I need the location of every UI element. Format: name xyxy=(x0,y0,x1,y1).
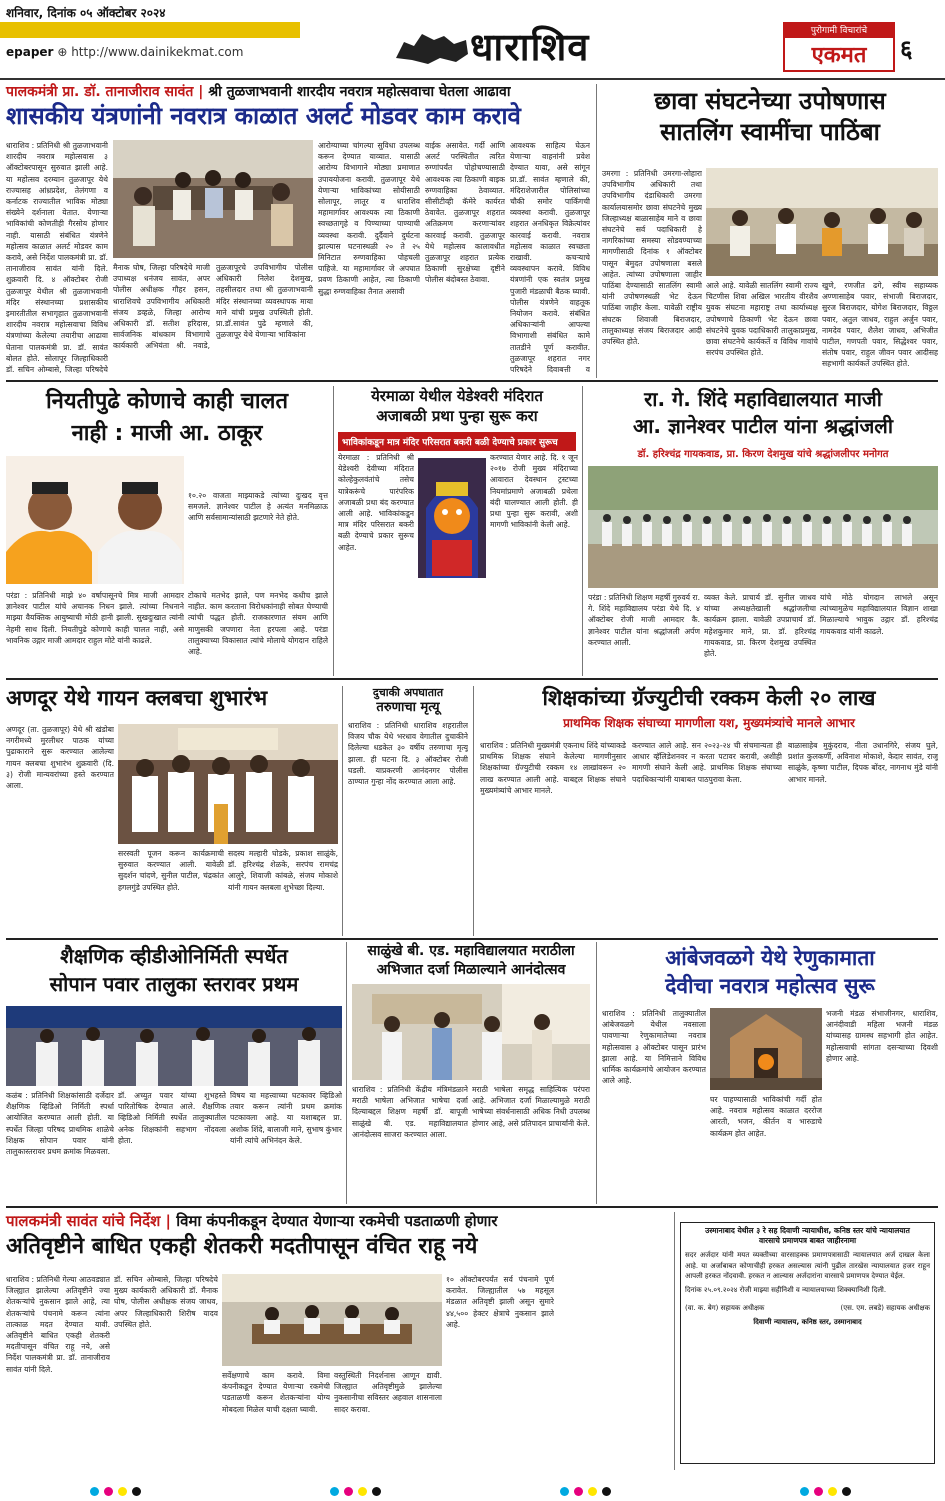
story7-kicker: दुचाकी अपघातात xyxy=(372,686,444,699)
story11-column-3: भजनी मंडळ संभाजीनगर, धाराशिव, आनंदीवाडी महिला भजनी मंडळ यांच्यासह ग्रामस्थ सहभागी होत आहेत. महोत्सवाची सांगता दसऱ्याच्या दिवशी होणार आहे. xyxy=(826,1009,938,1063)
story4-column-2: करण्यात येणार आहे. दि. १ जून २०१७ रोजी मुख्य मंदिराच्या आवारात देवस्थान ट्रस्टच्या नियमांप्रमाणे अजाबळी प्रथेला बंदी घालण्यात आली होती. ही प्रथा पुन्हा सुरू करावी, अशी मागणी भाविकांनी केली आहे. xyxy=(490,453,578,530)
notice-court: दिवाणी न्यायालय, कनिष्ठ स्तर, उस्मानाबाद xyxy=(753,1318,862,1327)
notice-body: सदर अर्जदार यांनी मयत व्यक्तीच्या वारसाहक्क प्रमाणपत्रासाठी न्यायालयात अर्ज दाखल केला आहे. या अर्जाबाबत कोणाचीही हरकत असल्यास त्यांनी पुढील तारखेस न्यायालयात हजर राहून आपली हरकत नोंदवावी. हरकत न आल्यास अर्जदारांना वारसाचे प्रमाणपत्र देण्यात येईल. xyxy=(685,1251,930,1280)
story1-column-2: मैनाक घोष, जिल्हा परिषदेचे माजी उपाध्यक्ष धनंजय सावंत, अपर पोलीस अधीक्षक गौहर हसन, धाराशिवचे उपविभागीय अधिकारी संजय डव्हळे, जिल्हा आरोग्य अधिकारी डॉ. सतीश हरिदास, सार्वजनिक बांधकाम विभागाचे कार्यकारी अभियंता श्री. नवाडे, तुळजापूरचे उपविभागीय पोलीस अधिकारी निलेश देशमुख, तहसीलदार तथा श्री तुळजाभवानी मंदिर संस्थानच्या व्यवस्थापक माया माने यांची प्रमुख उपस्थिती होती. प्रा.डॉ.सावंत पुढे म्हणाले की, तुळजापूर येथे येणाऱ्या भाविकांना xyxy=(113,263,313,351)
story9-column-3: विषय या महत्त्वाच्या घटकावर व्हिडिओ तयार करून त्यांनी प्रथम क्रमांक पटकावला आहे. या यशाबद्दल प्रा. अशोक शिंदे, बालाजी माने, सुभाष कुंभार यांनी त्यांचे अभिनंदन केले. xyxy=(230,1091,342,1145)
story11-column-1: धाराशिव : प्रतिनिधी तालुक्यातील आंबेजवळगे येथील नवसाला पावणाऱ्या रेणुकामातेच्या नवरात्र महोत्सवास ३ ऑक्टोबर पासून प्रारंभ झाला आहे. या निमित्ताने विविध धार्मिक कार्यक्रमांचे आयोजन करण्यात आले आहे. xyxy=(602,1009,706,1086)
story2-headline-line2: सातलिंग स्वामींचा पाठिंबा xyxy=(660,118,880,147)
story4-column-1: येरमाळा : प्रतिनिधी श्री येडेश्वरी देवीच्या मंदिरात कोल्हेकुलवंतांचे तसेच यात्रेकरूंचे पारंपरिक अजाबळी प्रथा बंद करण्यात आली आहे. भाविकांकडून मात्र मंदिर परिसरात बकरी बळी देण्याचे प्रकार सुरूच आहेत. xyxy=(338,453,414,552)
story12-column-5: १० ऑक्टोबरपर्यंत सर्व पंचनामे पूर्ण करावेत. जिल्ह्यातील ५७ महसूल मंडळात अतिवृष्टी झाली असून सुमारे ४४,५०० हेक्टर क्षेत्राचे नुकसान झाले आहे. xyxy=(446,1275,554,1329)
story12-review-meeting-photo xyxy=(222,1274,442,1366)
story3-column-2: १०.२० वाजता माझ्याकडे त्यांच्या दुःखद वृत्त समजले. ज्ञानेश्वर पाटील हे अत्यंत मनमिळाऊ आणि सर्वसामान्यांसाठी झटणारे नेते होते. xyxy=(188,491,328,523)
black-mark-icon xyxy=(372,1487,381,1496)
website-url: http://www.dainikekmat.com xyxy=(71,45,244,59)
story3-headline xyxy=(6,386,328,450)
globe-icon: ⊕ xyxy=(57,45,68,59)
story8-column-3: बाळासाहेब मुकुंदराव, नीता उधानगिरे, संजय घुले, प्रशांत कुलकर्णी, अविनाश मोकाशे, केदार सावंत, राजू साळुंके, कृष्णा पाटील, दिपक बोंदर, नागनाथ मुंडे यांनी आभार मानले. xyxy=(788,741,938,784)
story12-column-3: सर्वेक्षणाचे काम करावे. विमा कंपनीकडून देण्यात येणाऱ्या रकमेची पडताळणी करून शेतकऱ्यांना योग्य मोबदला मिळेल याची दक्षता घ्यावी. xyxy=(222,1371,330,1414)
cyan-mark-icon xyxy=(800,1487,809,1496)
brand-logo xyxy=(783,22,895,72)
story6-column-1: अणदूर (ता. तुळजापूर) येथे श्री खंडोबा नगरीमध्ये मुरलीधर पाठक यांच्या पुढाकाराने सुरू करण्यात आलेल्या गायन क्लबचा शुभारंभ शुक्रवारी (दि. ३) रोजी मान्यवरांच्या हस्ते करण्यात आला. xyxy=(6,725,114,791)
story12-headline: अतिवृष्टीने बाधित एकही शेतकरी मदतीपासून वंचित राहू नये xyxy=(6,1234,478,1259)
yellow-mark-icon xyxy=(588,1487,597,1496)
story10-headline xyxy=(352,942,590,980)
black-mark-icon xyxy=(602,1487,611,1496)
story5-column-2: व्यक्त केले. प्राचार्य डॉ. सुनील जाधव यांच्या अध्यक्षतेखाली श्रद्धांजलीचा कार्यक्रम झाला. यावेळी उपप्राचार्य डॉ. महेशकुमार माने, प्रा. डॉ. हरिश्चंद्र गायकवाड, प्रा. किरण देशमुख उपस्थित होते. xyxy=(704,593,816,659)
story12-kicker-red: पालकमंत्री सावंत यांचे निर्देश | xyxy=(6,1212,171,1230)
district-map-icon xyxy=(392,28,472,68)
story10-headline-line2: अभिजात दर्जा मिळाल्याने आनंदोत्सव xyxy=(376,961,566,978)
story2-column-3: खुणे, रणजीत ढगे, स्वीय सहाय्यक अण्णासाहेब पवार, संभाजी बिराजदार, सुरज बिराजदार, योगेश बिराजदार, विठ्ठल पवार, अतुल जाधव, राहुल अर्जुन पवार, नामदेव पवार, शैलेश जाधव, अभिजीत पाटील, गणपती पवार, सिद्धेश्वर पवार, संतोष पवार, राहुल जीवन पवार आदीसह सहभागी कार्यकर्ते उपस्थित होते. xyxy=(822,281,938,369)
column-divider xyxy=(674,1212,675,1470)
story2-headline xyxy=(602,86,938,148)
page-number: ६ xyxy=(900,35,913,63)
story11-headline xyxy=(602,944,938,1001)
story11-column-2: घर पाहण्यासाठी भाविकांची गर्दी होत आहे. नवरात्र महोत्सव काळात दररोज आरती, भजन, कीर्तन व भारुडाचे कार्यक्रम होत आहेत. xyxy=(710,1095,822,1138)
court-notice xyxy=(680,1222,935,1464)
story8-column-2: करण्यात आले आहे. सन २०२३-२४ ची संचमान्यता ही आधार व्हॅलिडेशनवर न करता पटावर करावी, अशीही मागणी संघाने केली आहे. प्राथमिक शिक्षक संघाच्या पदाधिकाऱ्यांनी याबाबत पाठपुरावा केला. xyxy=(632,741,782,784)
story8-headline: शिक्षकांच्या ग्रॅज्युटीची रक्कम केली २० लाख xyxy=(542,686,876,710)
story10-column-2: मराठी भाषेला समृद्ध साहित्यिक परंपरा आहे. अभिजात दर्जा मिळाल्यामुळे मराठी भाषेच्या संवर्धनासाठी अधिक निधी उपलब्ध होणार आहे, असे प्रतिपादन प्राचार्यांनी केले. xyxy=(472,1085,590,1128)
masthead-header xyxy=(0,0,945,80)
story9-headline-line2: सोपान पवार तालुका स्तरावर प्रथम xyxy=(49,972,299,996)
story4-headline-line1: येरमाळा येथील येडेश्वरी मंदिरात xyxy=(371,387,543,405)
story10-column-1: धाराशिव : प्रतिनिधी केंद्रीय मंत्रिमंडळाने मराठी भाषेला अभिजात भाषेचा दर्जा दिल्याबद्दल शिक्षण महर्षी डॉ. बापूजी साळुंखे बी. एड. महाविद्यालयात आनंदोत्सव साजरा करण्यात आला. xyxy=(352,1085,468,1139)
masthead-title: धाराशिव xyxy=(470,24,590,69)
story1-kicker xyxy=(6,84,586,101)
epaper-label: epaper xyxy=(6,45,54,59)
brand-tagline: पुरोगामी विचारांचे xyxy=(785,24,893,38)
story5-headline-line2: आ. ज्ञानेश्वर पाटील यांना श्रद्धांजली xyxy=(632,414,894,438)
section-divider xyxy=(6,380,938,382)
cyan-mark-icon xyxy=(90,1487,99,1496)
column-divider xyxy=(596,942,597,1204)
story1-meeting-photo xyxy=(113,140,313,258)
magenta-mark-icon xyxy=(344,1487,353,1496)
story4-subhead-bar: भाविकांकडून मात्र मंदिर परिसरात बकरी बळी देण्याचे प्रकार सुरूच xyxy=(338,432,576,451)
story4-goddess-idol-photo xyxy=(418,458,486,578)
column-divider xyxy=(596,84,597,378)
cyan-mark-icon xyxy=(330,1487,339,1496)
story5-column-1: परंडा : प्रतिनिधी शिक्षण महर्षी गुरुवर्य रा. गे. शिंदे महाविद्यालय परंडा येथे दि. ४ ऑक्टोबर रोजी माजी आमदार कै. ज्ञानेश्वर पाटील यांना श्रद्धांजली अर्पण करण्यात आली. xyxy=(588,593,700,647)
story2-hunger-strike-photo xyxy=(706,168,938,276)
story3-headline-line1: नियतीपुढे कोणाचे काही चालत xyxy=(45,389,289,414)
story9-headline-line1: शैक्षणिक व्हीडीओनिर्मिती स्पर्धेत xyxy=(60,944,288,968)
column-divider xyxy=(342,686,343,936)
story1-kicker-red: पालकमंत्री प्रा. डॉ. तानाजीराव सावंत | xyxy=(6,84,204,100)
story12-column-4: वस्तुस्थिती निदर्शनास आणून द्यावी. जिल्ह्यात अतिवृष्टीमुळे झालेल्या नुकसानीचा सविस्तर अहवाल शासनाला सादर करावा. xyxy=(334,1371,442,1414)
column-divider xyxy=(346,942,347,1204)
column-divider xyxy=(473,686,474,936)
story3-headline-line2: नाही : माजी आ. ठाकूर xyxy=(71,420,263,446)
story12-kicker xyxy=(6,1212,672,1230)
magenta-mark-icon xyxy=(104,1487,113,1496)
black-mark-icon xyxy=(132,1487,141,1496)
story12-column-2: डॉ. सचिन ओम्बासे, जिल्हा परिषदेचे मुख्य कार्यकारी अधिकारी डॉ. मैनाक घोष, पोलीस अधीक्षक संजय जाधव, अपर जिल्हाधिकारी शिरीष यादव उपस्थित होते. xyxy=(114,1275,218,1329)
issue-date: शनिवार, दिनांक ०५ ऑक्टोबर २०२४ xyxy=(6,6,166,20)
yellow-mark-icon xyxy=(118,1487,127,1496)
section-divider xyxy=(6,1206,938,1208)
magenta-mark-icon xyxy=(574,1487,583,1496)
story12-kicker-text: विमा कंपनीकडून देण्यात येणाऱ्या रकमेची पडताळणी होणार xyxy=(176,1212,498,1230)
story8-subhead: प्राथमिक शिक्षक संघाच्या मागणीला यश, मुख्यमंत्र्यांचे मानले आभार xyxy=(563,716,855,730)
story3-column-3: टोकाचे मतभेद झाले, पण मनभेद कधीच झाले नाहीत. काम करताना विरोधकांनाही सोबत घेण्याची त्यांची पद्धत होती. राजकारणात संयम आणि माणुसकी जपणारा नेता हरपला आहे. परंडा तालुक्याच्या विकासात त्यांचे मोलाचे योगदान राहिले आहे. xyxy=(188,591,328,657)
story2-column-2: आले आहे. यावेळी सातलिंग स्वामी राज्य चिटणीस शिवा अखिल भारतीय वीरशैव युवक संघटना महाराष्ट्र तथा कार्याध्यक्ष उपोषणाचे ठिकाणी भेट देऊन छावा संघटनेचे युवक पदाधिकारी तालुकाप्रमुख, छावा संघटनेचे कार्यकर्ते व विविध गावांचे सरपंच उपस्थित होते. xyxy=(706,281,818,358)
notice-date: दिनांक २५.०९.२०२४ रोजी माझ्या सहीनिशी व न्यायालयाच्या शिक्क्यानिशी दिली. xyxy=(685,1286,887,1295)
story2-column-1: उमरगा : प्रतिनिधी उमरगा-लोहारा उपविभागीय अधिकारी तथा उपविभागीय दंडाधिकारी उमरगा कार्यालयासमोर छावा संघटनेचे मुख्य जिल्हाध्यक्ष बाळासाहेब माने व छावा संघटनेचे सर्व पदाधिकारी हे नागरिकांच्या समस्या सोडवण्याच्या मागणीसाठी दिनांक १ ऑक्टोबर पासून बेमुदत उपोषणाला बसले आहेत. त्यांच्या उपोषणाला जाहीर पाठिंबा देण्यासाठी सातलिंग स्वामी यांनी उपोषणस्थळी भेट देऊन पाठिंबा जाहीर केला. यावेळी राष्ट्रीय संघटक शिवाजी बिराजदार, तालुकाध्यक्ष संजय बिराजदार आदी उपस्थित होते. xyxy=(602,169,702,347)
cyan-mark-icon xyxy=(560,1487,569,1496)
black-mark-icon xyxy=(842,1487,851,1496)
column-divider xyxy=(582,386,583,676)
notice-signatures xyxy=(685,1303,930,1313)
story1-headline: शासकीय यंत्रणांनी नवरात्र काळात अलर्ट मोडवर काम करावे xyxy=(6,102,521,130)
section-divider xyxy=(6,678,938,680)
header-color-bar xyxy=(0,22,300,38)
print-registration-marks xyxy=(0,1482,945,1501)
story8-column-1: धाराशिव : प्रतिनिधी मुख्यमंत्री एकनाथ शिंदे यांच्याकडे प्राथमिक शिक्षक संघाने केलेल्या मागणीनुसार शिक्षकांच्या ग्रॅज्युटीची रक्कम १४ लाखांवरून २० लाख करण्यात आली आहे. याबद्दल शिक्षक संघाने मुख्यमंत्र्यांचे आभार मानले. xyxy=(480,741,626,795)
story1-column-3: आरोग्याच्या चांगल्या सुविधा उपलब्ध करून देण्यात याव्यात. यासाठी आरोग्य विभागाने मोठ्या प्रमाणात उपाययोजना करावी. तुळजापूर येथे येणाऱ्या भाविकांच्या सोयीसाठी सोलापूर, लातूर व धाराशिव महामार्गावर आवश्यक त्या ठिकाणी स्वच्छतागृहे व पिण्याच्या पाण्याची व्यवस्था करावी. दुर्दैवाने दुर्घटना झाल्यास घटनास्थळी २० ते २५ मिनिटात रुग्णवाहिका पोहचली पाहिजे. या महामार्गावर जे अपघात प्रवण ठिकाणी आहेत, त्या ठिकाणी सुद्धा रुग्णवाहिका तैनात असावी xyxy=(318,141,420,296)
magenta-mark-icon xyxy=(814,1487,823,1496)
story10-headline-line1: साळुंखे बी. एड. महाविद्यालयात मराठीला xyxy=(367,943,575,959)
story6-headline: अणदूर येथे गायन क्लबचा शुभारंभ xyxy=(6,686,268,710)
story12-column-1: धाराशिव : प्रतिनिधी गेल्या आठवड्यात जिल्ह्यात झालेल्या अतिवृष्टीने ज्या शेतकऱ्यांचे नुकसान झाले आहे, त्या शेतकऱ्यांचे पंचनामे करून त्यांना तात्काळ मदत देण्यात यावी. अतिवृष्टीने बाधित एकही शेतकरी मदतीपासून वंचित राहू नये, असे निर्देश पालकमंत्री प्रा. डॉ. तानाजीराव सावंत यांनी दिले. xyxy=(6,1275,110,1374)
story9-headline xyxy=(6,942,342,998)
story7-column-1: धाराशिव : प्रतिनिधी धाराशिव शहरातील विजय चौक येथे भरधाव वेगातील दुचाकीने दिलेल्या धडकेत ३० वर्षीय तरुणाचा मृत्यू झाला. ही घटना दि. ३ ऑक्टोबर रोजी घडली. याप्रकरणी आनंदनगर पोलीस ठाण्यात गुन्हा नोंद करण्यात आला आहे. xyxy=(348,721,468,787)
story2-headline-line1: छावा संघटनेच्या उपोषणास xyxy=(654,87,886,115)
story11-headline-line2: देवीचा नवरात्र महोत्सव सुरू xyxy=(665,974,875,999)
story6-column-2: सरस्वती पूजन करून कार्यक्रमाची सुरुवात करण्यात आली. यावेळी सुदर्शन चांदणे, सुनील पाटील, चंद्रकांत हगलगुंडे उपस्थित होते. xyxy=(118,849,224,892)
epaper-link[interactable] xyxy=(6,45,243,59)
story5-headline-line1: रा. गे. शिंदे महाविद्यालयात माजी xyxy=(644,387,882,411)
story4-headline-line2: अजाबळी प्रथा पुन्हा सुरू करा xyxy=(376,407,538,426)
notice-sign-right: (एस. एम. लबडे) सहायक अधीक्षक xyxy=(840,1304,930,1313)
story6-column-3: सदस्य मल्हारी घोडके, प्रकाश साळुंके, डॉ. हरिश्चंद्र शेळके, सरपंच रामचंद्र आलुरे, शिवाजी कांबळे, संजय मोकाशे यांनी गायन क्लबला शुभेच्छा दिल्या. xyxy=(228,849,338,892)
yellow-mark-icon xyxy=(828,1487,837,1496)
story5-tribute-photo xyxy=(588,466,938,588)
story9-column-2: डॉ. अच्युत पवार यांच्या शुभहस्ते पारितोषिक देण्यात आले. शैक्षणिक व्हिडिओ निर्मिती स्पर्धेत तालुक्यातील अनेक शिक्षकांनी सहभाग नोंदवला होता. xyxy=(118,1091,226,1145)
story11-headline-line1: आंबेजवळगे येथे रेणुकामाता xyxy=(665,946,875,970)
brand-name: एकमत xyxy=(811,42,867,68)
story1-column-4: वाईक असावेत. गर्दी आणि अलर्ट परस्थितीत त्वरित रुग्णांपर्यंत पोहोचण्यासाठी आवश्यक त्या ठिकाणी बाइक रुग्णवाहिका ठेवाव्यात. सीसीटीव्ही कॅमेरे कार्यरत ठेवावेत. तुळजापूर शहरात अतिक्रमण करणाऱ्यांवर कारवाई करावी. तुळजापूर येथे महोत्सव कालावधीत तुळजापूर शहरात प्रत्येक ठिकाणी सुरक्षेच्या दृष्टीने पोलीस बंदोबस्त ठेवावा. xyxy=(425,141,505,285)
story4-headline xyxy=(338,386,576,427)
story5-column-3: यांचे मोठे योगदान लाभले असून त्यांच्यामुळेच महाविद्यालयात विज्ञान शाखा मिळाल्याचे भावुक उद्गार डॉ. हरिश्चंद्र गायकवाड यांनी काढले. xyxy=(820,593,938,636)
section-divider xyxy=(6,938,938,940)
story6-club-launch-photo xyxy=(118,724,338,844)
story7-headline: तरुणाचा मृत्यू xyxy=(376,700,440,715)
yellow-mark-icon xyxy=(358,1487,367,1496)
story5-subhead: डॉ. हरिश्चंद्र गायकवाड, प्रा. किरण देशमुख यांचे श्रद्धांजलीपर मनोगत xyxy=(637,449,889,460)
story10-celebration-photo xyxy=(352,984,590,1080)
story11-temple-photo xyxy=(710,1008,822,1090)
story1-column-1: धाराशिव : प्रतिनिधी श्री तुळजाभवानी शारदीय नवरात्र महोत्सवास ३ ऑक्टोबरपासून सुरुवात झाली आहे. या महोत्सव दरम्यान तुळजापूर येथे राज्यासह आंध्रप्रदेश, तेलंगणा व कर्नाटक राज्यातील भाविक मोठ्या संख्येने दर्शनाला येतात. येणाऱ्या भाविकांची कोणतीही गैरसोय होणार नाही. यासाठी संबंधित यंत्रणेने महोत्सव काळात अलर्ट मोडवर काम करावे, असे निर्देश पालकमंत्री प्रा. डॉ. तानाजीराव सावंत यांनी दिले. शुक्रवारी दि. ४ ऑक्टोबर रोजी तुळजापूर येथील श्री तुळजाभवानी मंदिर संस्थानच्या प्रशासकीय इमारतीतील सभागृहात तुळजाभवानी शारदीय नवरात्र महोत्सवाचा विविध यंत्रणांच्या केलेल्या तयारीचा आढावा घेताना पालकमंत्री प्रा. डॉ. सावंत बोलत होते. सोलापूर जिल्हाधिकारी डॉ. सचिन ओम्बासे, जिल्हा परिषदेचे xyxy=(6,141,108,375)
story3-column-1: परंडा : प्रतिनिधी माझे ४० वर्षापासूनचे मित्र माजी आमदार ज्ञानेश्वर पाटील यांचे अचानक निधन झाले. त्यांच्या निधनाने माझ्या वैयक्तिक आयुष्याची मोठी हानी झाली. सुखदुःखात त्यांनी नेहमी साथ दिली. नियतीपुढे कोणाचे काही चालत नाही, असे भावनिक उद्गार माजी आमदार राहुल मोटे यांनी काढले. xyxy=(6,591,184,645)
notice-subtitle: वारसाचे प्रमाणपत्र बाबत जाहीरनामा xyxy=(758,1236,857,1246)
story1-column-5: आवश्यक साहित्य घेऊन येणाऱ्या वाहनांनी प्रवेश देण्यात यावा, असे सांगून प्रा.डॉ. सावंत म्हणाले की, मंदिराशेजारील पोलिसांच्या चौकी समोर पार्किंगची व्यवस्था करावी. तुळजापूर शहरात अनधिकृत विक्रेत्यांवर कारवाई करावी. नवरात्र महोत्सव काळात स्वच्छता राखावी. कचऱ्याचे व्यवस्थापन करावे. विविध यंत्रणांनी एक स्वतंत्र प्रमुख पुजारी मंडळाची बैठक घ्यावी. पोलीस यंत्रणेने वाहतूक नियोजन करावे. संबंधित अधिकाऱ्यांनी आपल्या विभागाशी संबंधित कामे तातडीने पूर्ण करावीत. तुळजापूर शहरात नगर परिषदेने दिवाबत्ती व xyxy=(510,141,590,375)
story3-portraits-photo xyxy=(6,456,184,584)
story9-award-photo xyxy=(6,1006,342,1086)
story5-headline xyxy=(588,386,938,440)
story9-column-1: कळंब : प्रतिनिधी शिक्षकांसाठी दर्जेदार शैक्षणिक व्हिडिओ निर्मिती स्पर्धा आयोजित करण्यात आली होती. या स्पर्धेत जिल्हा परिषद प्राथमिक शाळेचे शिक्षक सोपान पवार यांनी तालुकास्तरावर प्रथम क्रमांक मिळवला. xyxy=(6,1091,114,1157)
story1-kicker-text: श्री तुळजाभवानी शारदीय नवरात्र महोत्सवाचा घेतला आढावा xyxy=(208,84,511,100)
notice-sign-left: (वा. क. बेग) सहायक अधीक्षक xyxy=(685,1304,765,1313)
column-divider xyxy=(333,386,334,676)
notice-title: उस्मानाबाद येथील ३ रे सह दिवाणी न्यायाधीश, कनिष्ठ स्तर यांचे न्यायालयात xyxy=(705,1226,910,1235)
